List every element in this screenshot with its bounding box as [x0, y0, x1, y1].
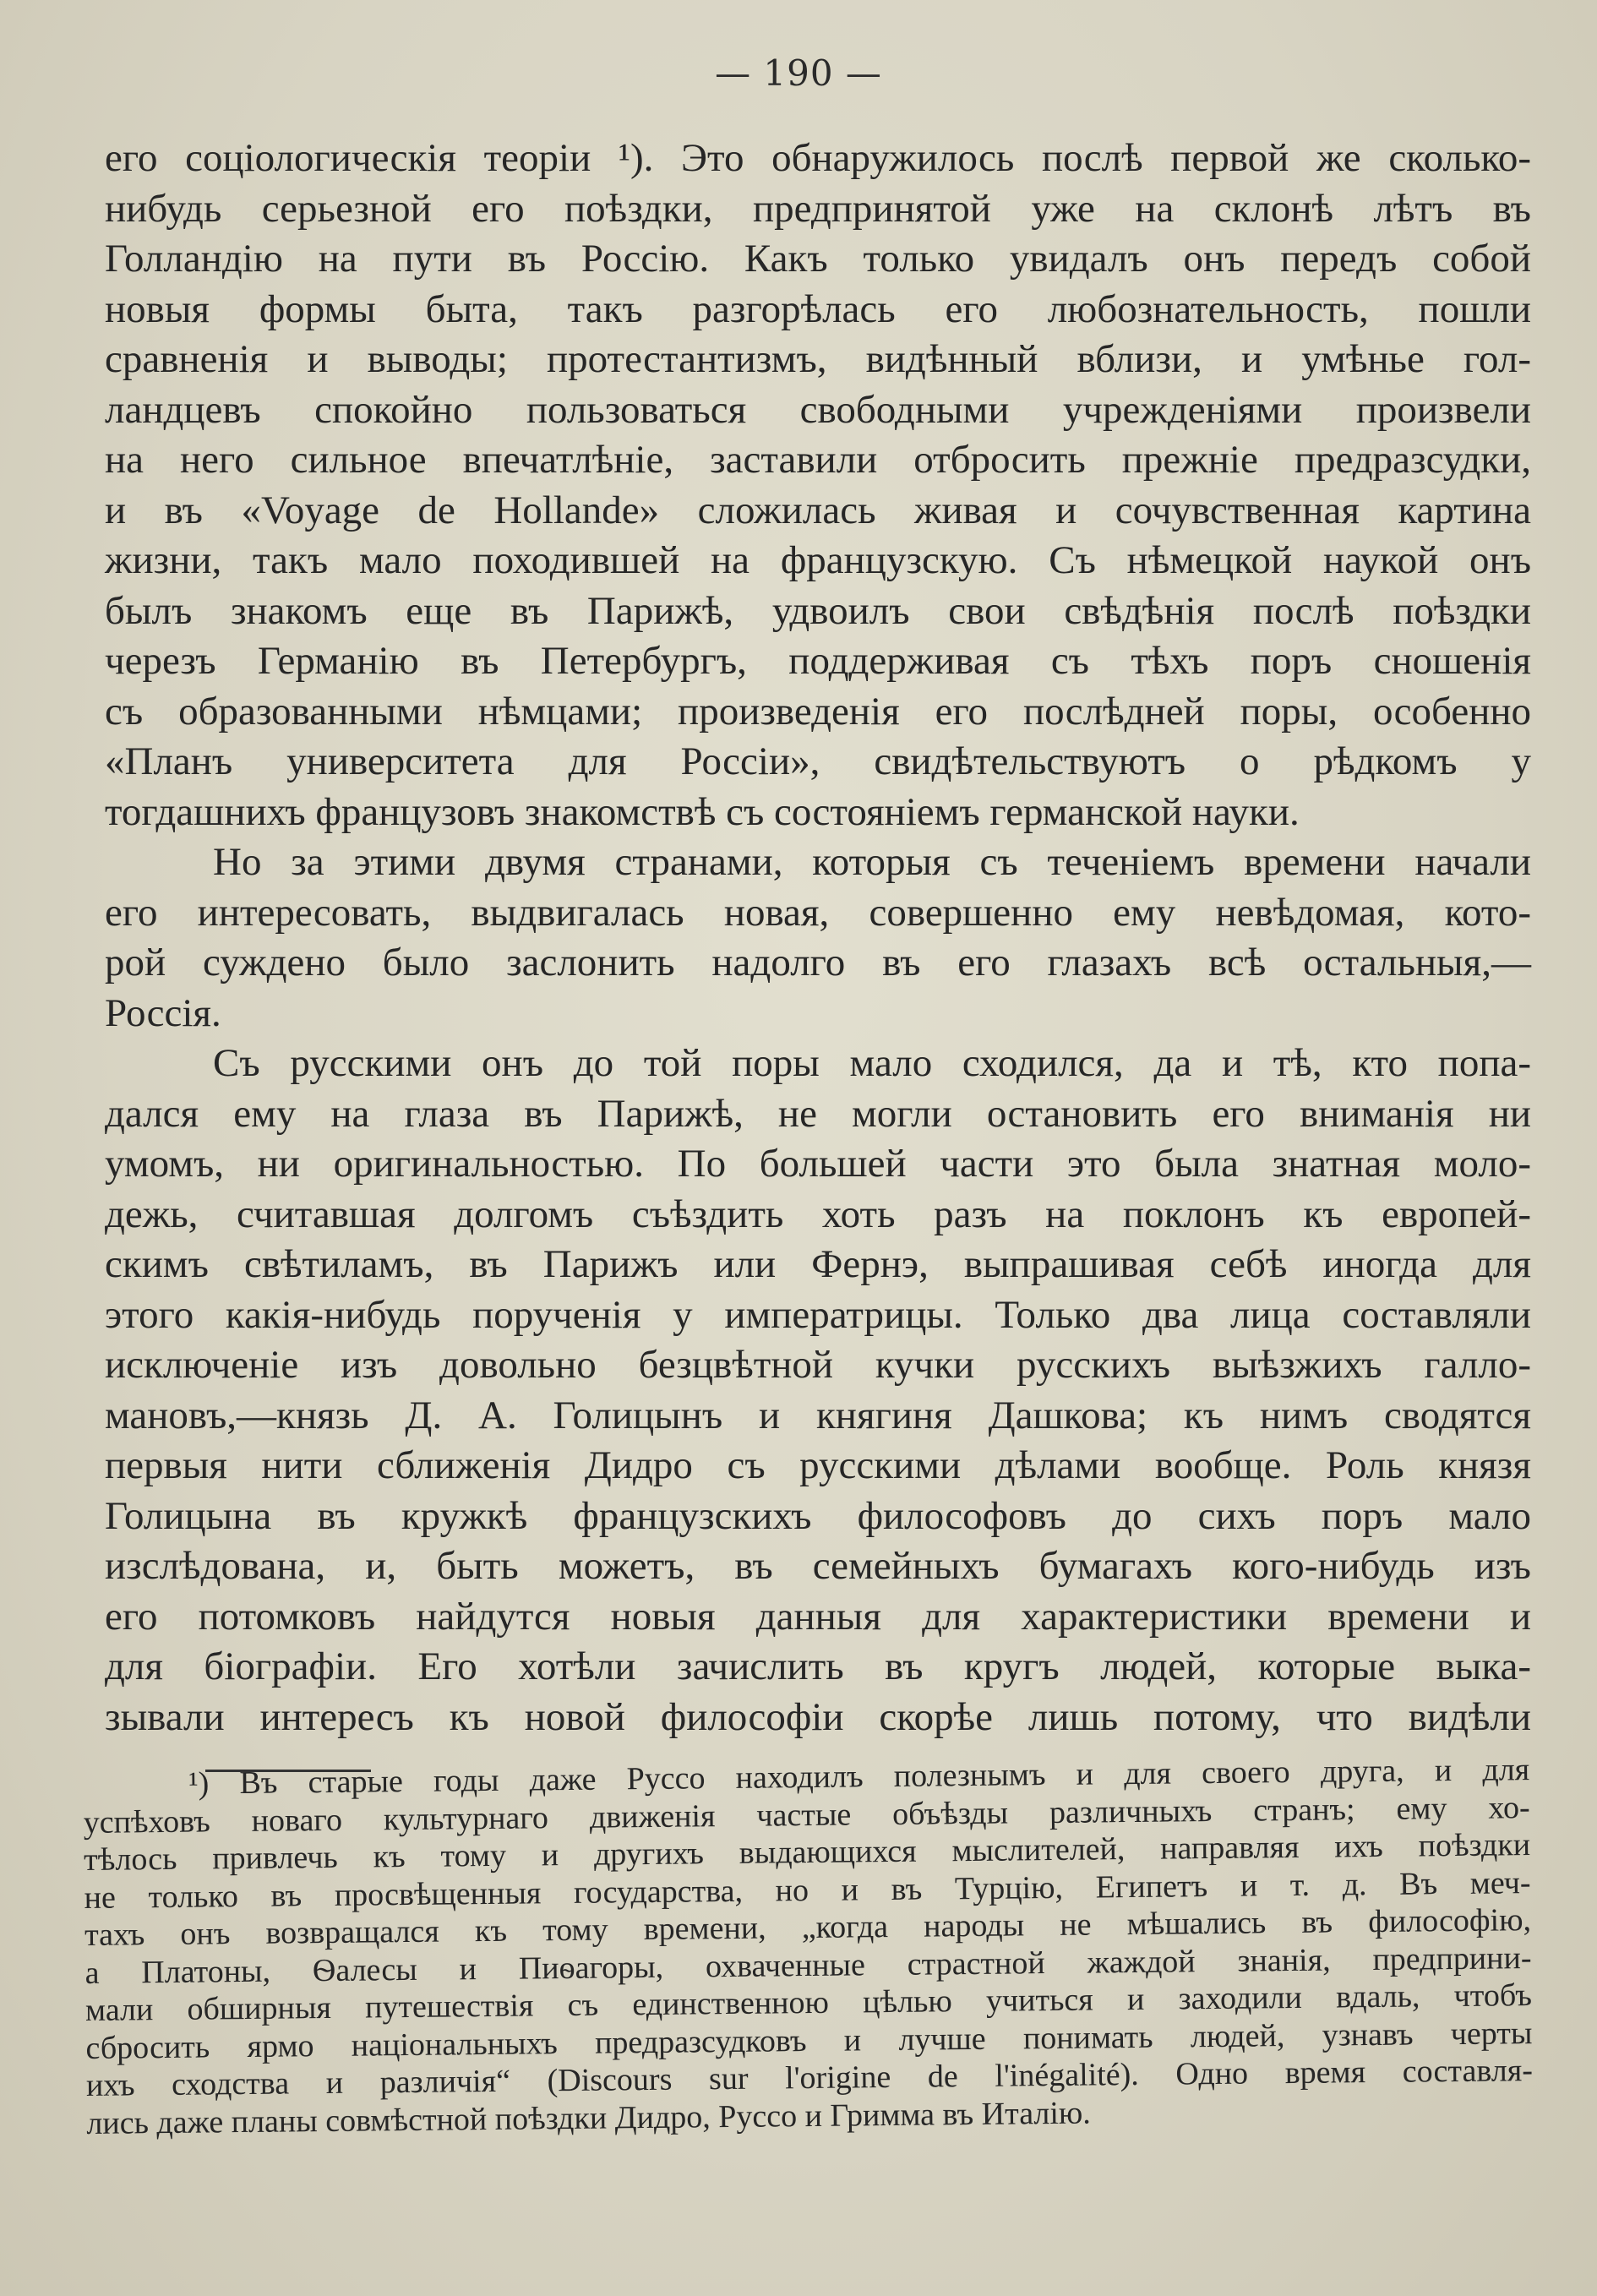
text-line: жизни, такъ мало походившей на французскую. Съ нѣмецкой наукой онъ	[105, 538, 1531, 582]
text-line: нибудь серьезной его поѣздки, предпринятой уже на склонѣ лѣтъ въ	[105, 186, 1531, 231]
text-line: ландцевъ спокойно пользоваться свободными учрежденіями произвели	[105, 387, 1531, 432]
text-line: изслѣдована, и, быть можетъ, въ семейныхъ бумагахъ кого-нибудь изъ	[105, 1544, 1531, 1588]
text-line: и въ «Voyage de Hollande» сложилась живая и сочувственная картина	[105, 488, 1531, 532]
text-line: первыя нити сближенія Дидро съ русскими дѣлами вообще. Роль князя	[105, 1443, 1531, 1487]
text-line: «Планъ университета для Россіи», свидѣтельствуютъ о рѣдкомъ у	[105, 739, 1531, 783]
footnote-line: тѣлось привлечь къ тому и другихъ выдающихся мыслителей, направляя ихъ поѣздки	[83, 1827, 1531, 1878]
footnote-line: а Платоны, Ѳалесы и Пиѳагоры, охваченные страстной жаждой знанія, предприни-	[84, 1939, 1532, 1991]
footnote-line: лись даже планы совмѣстной поѣздки Дидро, Руссо и Гримма въ Италію.	[86, 2095, 1092, 2141]
text-line: черезъ Германію въ Петербургъ, поддерживая съ тѣхъ поръ сношенія	[105, 639, 1531, 683]
footnote-line: успѣховъ новаго культурнаго движенія частые объѣзды различныхъ странъ; ему хо-	[83, 1789, 1530, 1841]
text-line: Россія.	[105, 990, 221, 1035]
text-line: умомъ, ни оригинальностью. По большей части это была знатная моло-	[105, 1142, 1531, 1186]
text-line: мановъ,—князь Д. А. Голицынъ и княгиня Дашкова; къ нимъ сводятся	[105, 1393, 1531, 1437]
text-line: на него сильное впечатлѣніе, заставили отбросить прежніе предразсудки,	[105, 438, 1531, 482]
footnote-line: мали обширныя путешествія съ единственною цѣлью учиться и заходили вдаль, чтобъ	[84, 1977, 1533, 2028]
text-line: новыя формы быта, такъ разгорѣлась его любознательность, пошли	[105, 286, 1531, 331]
text-line: зывали интересъ къ новой философіи скорѣе лишь потому, что видѣли	[105, 1694, 1531, 1739]
text-line: его потомковъ найдутся новыя данныя для характеристики времени и	[105, 1594, 1531, 1639]
text-line: Но за этими двумя странами, которыя съ теченіемъ времени начали	[213, 840, 1531, 884]
text-line: его интересовать, выдвигалась новая, совершенно ему невѣдомая, кото-	[105, 890, 1531, 935]
text-line: дежь, считавшая долгомъ съѣздить хоть разъ на поклонъ къ европей-	[105, 1192, 1531, 1236]
text-line: тогдашнихъ французовъ знакомствѣ съ состояніемъ германской науки.	[105, 789, 1300, 834]
footnote-line: ихъ сходства и различія“ (Discours sur l'origine de l'inégalité). Одно время составля-	[85, 2053, 1534, 2103]
footnote-line: не только въ просвѣщенныя государства, но и въ Турцію, Египетъ и т. д. Въ меч-	[84, 1864, 1531, 1916]
text-line: Голландію на пути въ Россію. Какъ только увидалъ онъ передъ собой	[105, 237, 1531, 281]
page-number: — 190 —	[715, 52, 882, 94]
footnote-line: сбросить ярмо національныхъ предразсудковъ и лучше понимать людей, узнавъ черты	[85, 2015, 1533, 2066]
text-line: исключеніе изъ довольно безцвѣтной кучки русскихъ выѣзжихъ галло-	[105, 1343, 1531, 1387]
text-line: скимъ свѣтиламъ, въ Парижъ или Фернэ, выпрашивая себѣ иногда для	[105, 1242, 1531, 1286]
footnote	[83, 1751, 1534, 2142]
text-line: этого какія-нибудь порученія у императрицы. Только два лица составляли	[105, 1292, 1531, 1337]
text-line: былъ знакомъ еще въ Парижѣ, удвоилъ свои свѣдѣнія послѣ поѣздки	[105, 588, 1531, 633]
text-line: сравненія и выводы; протестантизмъ, видѣнный вблизи, и умѣнье гол-	[105, 337, 1531, 381]
text-line: его соціологическія теоріи ¹). Это обнаружилось послѣ первой же сколько-	[105, 136, 1531, 180]
main-text	[105, 134, 1531, 1742]
text-line: дался ему на глаза въ Парижѣ, не могли остановить его вниманія ни	[105, 1091, 1531, 1136]
text-line: для біографіи. Его хотѣли зачислить въ кругъ людей, которые выка-	[105, 1644, 1531, 1688]
footnote-line: ¹) Въ старые годы даже Руссо находилъ полезнымъ и для своего друга, и для	[188, 1752, 1530, 1802]
footnote-line: тахъ онъ возвращался къ тому времени, „когда народы не мѣшались въ философію,	[84, 1902, 1532, 1953]
text-line: Голицына въ кружкѣ французскихъ философовъ до сихъ поръ мало	[105, 1493, 1531, 1538]
text-line: Съ русскими онъ до той поры мало сходился, да и тѣ, кто попа-	[213, 1041, 1531, 1085]
text-line: съ образованными нѣмцами; произведенія его послѣдней поры, особенно	[105, 689, 1531, 734]
text-line: рой суждено было заслонить надолго въ его глазахъ всѣ остальныя,—	[105, 941, 1531, 984]
